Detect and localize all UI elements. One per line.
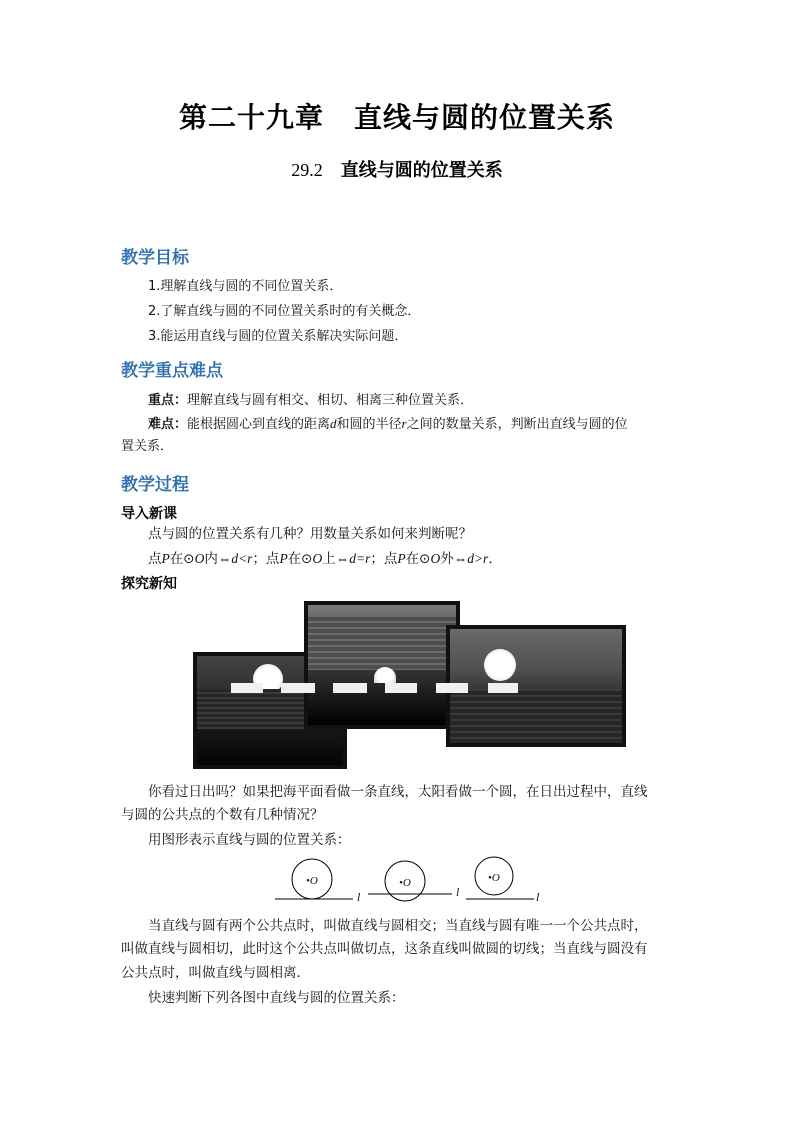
paragraph-quick-judge: 快速判断下列各图中直线与圆的位置关系： — [148, 990, 405, 1006]
intro-question: 点与圆的位置关系有几种？用数量关系如何来判断呢？ — [148, 526, 472, 542]
section-number: 29.2 — [291, 160, 323, 180]
line-label: l — [357, 890, 361, 904]
difficulty-label: 难点： — [148, 417, 188, 432]
difficulty-line-cont: 置关系． — [121, 439, 174, 454]
var-O: O — [430, 551, 441, 566]
paragraph-line: 你看过日出吗？如果把海平面看做一条直线，太阳看做一个圆，在日出过程中，直线 — [148, 784, 648, 800]
objective-item: 3.能运用直线与圆的位置关系解决实际问题． — [148, 329, 408, 344]
key-points-heading: 教学重点难点 — [121, 361, 223, 381]
paragraph-definitions: 当直线与圆有两个公共点时，叫做直线与圆相交；当直线与圆有唯一一个公共点时， — [148, 918, 648, 934]
focus-text: 理解直线与圆有相交、相切、相离三种位置关系． — [187, 393, 474, 408]
focus-line — [148, 391, 473, 411]
difficulty-line — [148, 414, 628, 435]
section-title — [0, 156, 794, 182]
sun-circle — [374, 667, 396, 683]
intro-text: ；点 — [252, 551, 280, 567]
objective-item: 2.了解直线与圆的不同位置关系时的有关概念． — [148, 304, 421, 319]
objectives-heading: 教学目标 — [121, 248, 189, 268]
horizon-dash — [231, 683, 263, 693]
line-label: l — [456, 885, 460, 899]
position-diagram — [270, 855, 550, 910]
sunrise-photo-middle — [304, 601, 460, 729]
horizon-dash — [281, 683, 315, 693]
objective-item: 1.理解直线与圆的不同位置关系． — [148, 279, 343, 294]
difficulty-text: 能根据圆心到直线的距离 — [187, 417, 331, 432]
intro-text: 点 — [148, 551, 162, 567]
intro-text: 内 — [204, 551, 218, 567]
cond-outside: ⇔d>r． — [453, 551, 502, 566]
intro-text: 上 — [322, 551, 336, 567]
intro-text: 在⊙ — [287, 551, 313, 567]
chapter-number: 第二十九章 — [178, 101, 324, 134]
paragraph-definitions-cont: 叫做直线与圆相切，此时这个公共点叫做切点，这条直线叫做圆的切线；当直线与圆没有 — [121, 941, 648, 957]
sun-circle — [484, 649, 516, 681]
paragraph-sunrise-cont: 与圆的公共点的个数有几种情况？ — [121, 807, 324, 823]
paragraph-figure-intro: 用图形表示直线与圆的位置关系： — [148, 832, 351, 848]
sea-surface — [450, 689, 622, 744]
var-O: O — [194, 551, 205, 566]
chapter-name: 直线与圆的位置关系 — [354, 101, 616, 134]
section-name: 直线与圆的位置关系 — [340, 160, 503, 181]
horizon-dash — [488, 683, 518, 693]
cloud-layer — [308, 615, 456, 670]
paragraph-definitions-cont: 公共点时，叫做直线与圆相离． — [121, 965, 310, 981]
intro-text: ；点 — [370, 551, 398, 567]
difficulty-text: 之间的数量关系，判断出直线与圆的位 — [406, 417, 628, 432]
intro-text: 在⊙ — [405, 551, 431, 567]
focus-label: 重点： — [148, 393, 188, 408]
center-label: •O — [488, 872, 500, 884]
intro-heading: 导入新课 — [121, 506, 177, 522]
difficulty-text: 和圆的半径 — [336, 417, 402, 432]
explore-heading: 探究新知 — [121, 576, 177, 592]
chapter-title — [0, 96, 794, 136]
var-r: r — [401, 416, 407, 431]
intro-text: 在⊙ — [169, 551, 195, 567]
horizon-dash — [333, 683, 367, 693]
sunrise-photo-right — [446, 625, 626, 747]
center-label: •O — [399, 877, 411, 889]
intro-text: 外 — [440, 551, 454, 567]
line-label: l — [536, 890, 540, 904]
var-P: P — [397, 551, 406, 566]
paragraph-sunrise — [121, 780, 671, 804]
intro-answer — [148, 549, 502, 569]
process-heading: 教学过程 — [121, 475, 189, 495]
cond-inside: ⇔d<r — [217, 551, 253, 566]
var-P: P — [161, 551, 170, 566]
horizon-dash — [385, 683, 417, 693]
cond-on: ⇔d=r — [335, 551, 371, 566]
var-d: d — [330, 416, 337, 431]
var-P: P — [279, 551, 288, 566]
center-label: •O — [306, 875, 318, 887]
var-O: O — [312, 551, 323, 566]
horizon-dash — [436, 683, 468, 693]
